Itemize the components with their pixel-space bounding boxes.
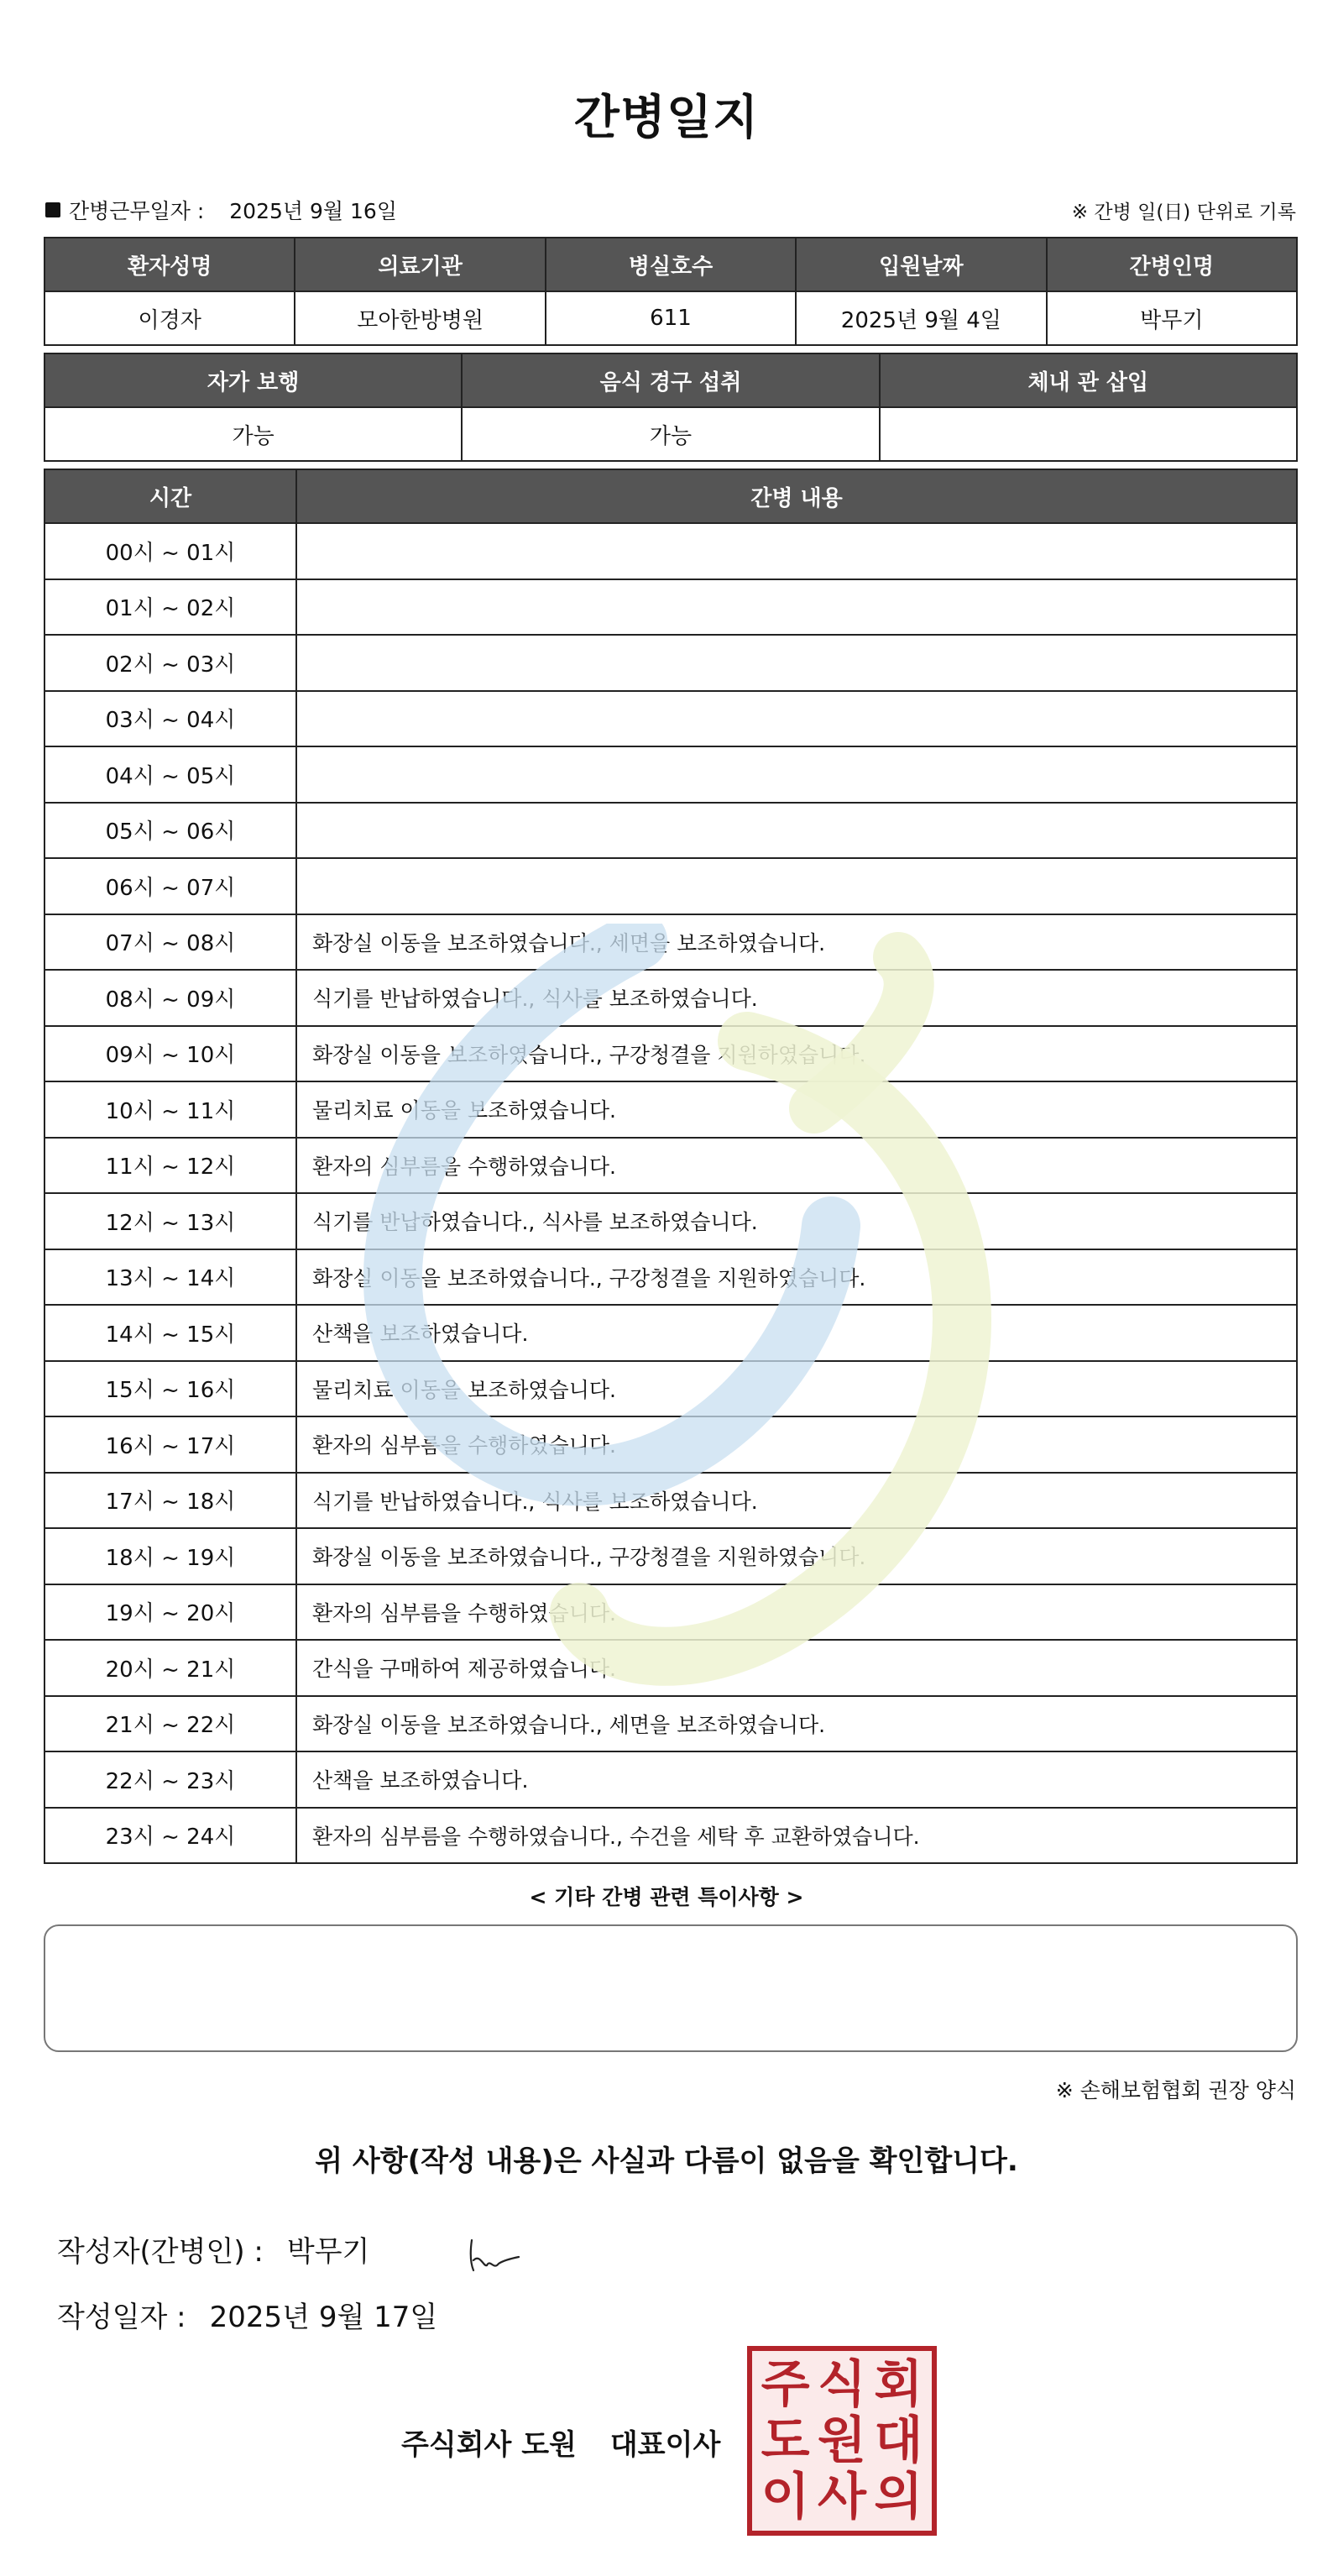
log-row [44,1081,1297,1138]
unit-note: ※ 간병 일(日) 단위로 기록 [1071,202,1296,223]
square-bullet-icon [45,202,60,217]
seal-char: 원 [818,2411,866,2470]
log-time: 01시 ~ 02시 [44,579,296,636]
log-time: 20시 ~ 21시 [44,1640,296,1696]
log-time: 05시 ~ 06시 [44,803,296,859]
log-time: 23시 ~ 24시 [44,1808,296,1864]
log-time: 10시 ~ 11시 [44,1081,296,1138]
log-content [296,523,1297,579]
seal-char: 의 [874,2468,923,2527]
writer-name: 박무기 [286,2235,370,2269]
log-row [44,858,1297,914]
log-content [296,803,1297,859]
special-notes-title: < 기타 간병 관련 특이사항 > [529,1885,804,1909]
work-date-row [45,195,397,225]
log-content: 화장실 이동을 보조하였습니다., 세면을 보조하였습니다. [296,914,1297,971]
log-content: 산책을 보조하였습니다. [296,1751,1297,1808]
log-time: 09시 ~ 10시 [44,1026,296,1082]
log-row [44,1193,1297,1249]
log-content [296,858,1297,914]
special-notes-box [44,1924,1298,2052]
log-time: 07시 ~ 08시 [44,914,296,971]
log-row [44,635,1297,691]
written-date-value: 2025년 9월 17일 [209,2301,438,2334]
log-time: 02시 ~ 03시 [44,635,296,691]
log-content [296,691,1297,747]
log-content: 식기를 반납하였습니다., 식사를 보조하였습니다. [296,970,1297,1026]
log-time: 14시 ~ 15시 [44,1305,296,1361]
log-row [44,1416,1297,1473]
log-content: 식기를 반납하였습니다., 식사를 보조하였습니다. [296,1193,1297,1249]
patient-header-admission: 입원날짜 [796,238,1046,291]
log-time: 13시 ~ 14시 [44,1249,296,1306]
log-time: 00시 ~ 01시 [44,523,296,579]
log-time: 08시 ~ 09시 [44,970,296,1026]
log-time: 11시 ~ 12시 [44,1138,296,1194]
company-name: 주식회사 도원 [401,2428,577,2462]
seal-char: 식 [818,2354,866,2414]
log-content: 화장실 이동을 보조하였습니다., 세면을 보조하였습니다. [296,1696,1297,1752]
written-date-label: 작성일자 : [57,2301,186,2334]
log-row [44,1696,1297,1752]
room-number: 611 [546,291,796,345]
patient-info-table [44,237,1298,346]
log-content: 환자의 심부름을 수행하였습니다. [296,1584,1297,1641]
log-row [44,1249,1297,1306]
care-log-table [44,469,1298,1864]
log-row [44,579,1297,636]
seal-char: 회 [874,2354,923,2414]
log-row [44,746,1297,803]
seal-char: 대 [874,2411,923,2470]
log-content [296,635,1297,691]
log-time: 22시 ~ 23시 [44,1751,296,1808]
log-time: 12시 ~ 13시 [44,1193,296,1249]
log-content [296,746,1297,803]
signature-mark [465,2237,524,2274]
log-content: 환자의 심부름을 수행하였습니다. [296,1138,1297,1194]
log-header-time: 시간 [44,469,296,523]
caregiver-name: 박무기 [1047,291,1297,345]
writer-label: 작성자(간병인) : [57,2235,264,2269]
patient-header-name: 환자성명 [44,238,295,291]
log-content: 화장실 이동을 보조하였습니다., 구강청결을 지원하였습니다. [296,1026,1297,1082]
log-time: 16시 ~ 17시 [44,1416,296,1473]
log-content: 환자의 심부름을 수행하였습니다. [296,1416,1297,1473]
status-header-walking: 자가 보행 [44,353,462,407]
seal-char: 도 [761,2411,810,2470]
log-row [44,691,1297,747]
hospital-name: 모아한방병원 [295,291,545,345]
confirmation-statement: 위 사항(작성 내용)은 사실과 다름이 없음을 확인합니다. [315,2144,1018,2178]
log-header-content: 간병 내용 [296,469,1297,523]
status-header-tube: 체내 관 삽입 [880,353,1297,407]
log-content [296,579,1297,636]
document-title: 간병일지 [573,91,760,145]
work-date-label: 간병근무일자 : [69,199,205,223]
log-time: 04시 ~ 05시 [44,746,296,803]
company-title: 대표이사 [609,2428,721,2462]
company-row [401,2422,720,2463]
log-row [44,1138,1297,1194]
admission-date: 2025년 9월 4일 [796,291,1046,345]
status-oral-intake: 가능 [462,407,879,461]
log-row [44,914,1297,971]
patient-header-room: 병실호수 [546,238,796,291]
seal-char: 이 [761,2468,810,2527]
patient-status-table [44,353,1298,462]
log-content: 물리치료 이동을 보조하였습니다. [296,1081,1297,1138]
recommend-note: ※ 손해보험협회 권장 양식 [1055,2078,1296,2102]
log-content: 물리치료 이동을 보조하였습니다. [296,1361,1297,1417]
written-date-row [57,2294,437,2335]
log-content: 산책을 보조하였습니다. [296,1305,1297,1361]
log-row [44,1026,1297,1082]
log-content: 화장실 이동을 보조하였습니다., 구강청결을 지원하였습니다. [296,1249,1297,1306]
log-row [44,1528,1297,1584]
patient-header-hospital: 의료기관 [295,238,545,291]
log-row [44,523,1297,579]
log-content: 간식을 구매하여 제공하였습니다. [296,1640,1297,1696]
status-header-oral-intake: 음식 경구 섭취 [462,353,879,407]
patient-name: 이경자 [44,291,295,345]
log-time: 15시 ~ 16시 [44,1361,296,1417]
writer-row [57,2228,369,2270]
log-time: 03시 ~ 04시 [44,691,296,747]
log-time: 18시 ~ 19시 [44,1528,296,1584]
seal-char: 주 [761,2354,810,2414]
status-tube [880,407,1297,461]
log-time: 19시 ~ 20시 [44,1584,296,1641]
log-row [44,803,1297,859]
log-content: 화장실 이동을 보조하였습니다., 구강청결을 지원하였습니다. [296,1528,1297,1584]
log-content: 식기를 반납하였습니다., 식사를 보조하였습니다. [296,1473,1297,1529]
log-row [44,1305,1297,1361]
log-row [44,1808,1297,1864]
log-time: 21시 ~ 22시 [44,1696,296,1752]
seal-char: 사 [818,2468,866,2527]
log-time: 06시 ~ 07시 [44,858,296,914]
log-row [44,1473,1297,1529]
patient-header-caregiver: 간병인명 [1047,238,1297,291]
log-row [44,1640,1297,1696]
work-date-value: 2025년 9월 16일 [229,199,397,223]
log-content: 환자의 심부름을 수행하였습니다., 수건을 세탁 후 교환하였습니다. [296,1808,1297,1864]
company-seal [747,2346,937,2536]
log-row [44,1361,1297,1417]
log-row [44,970,1297,1026]
log-row [44,1584,1297,1641]
log-time: 17시 ~ 18시 [44,1473,296,1529]
log-row [44,1751,1297,1808]
status-walking: 가능 [44,407,462,461]
